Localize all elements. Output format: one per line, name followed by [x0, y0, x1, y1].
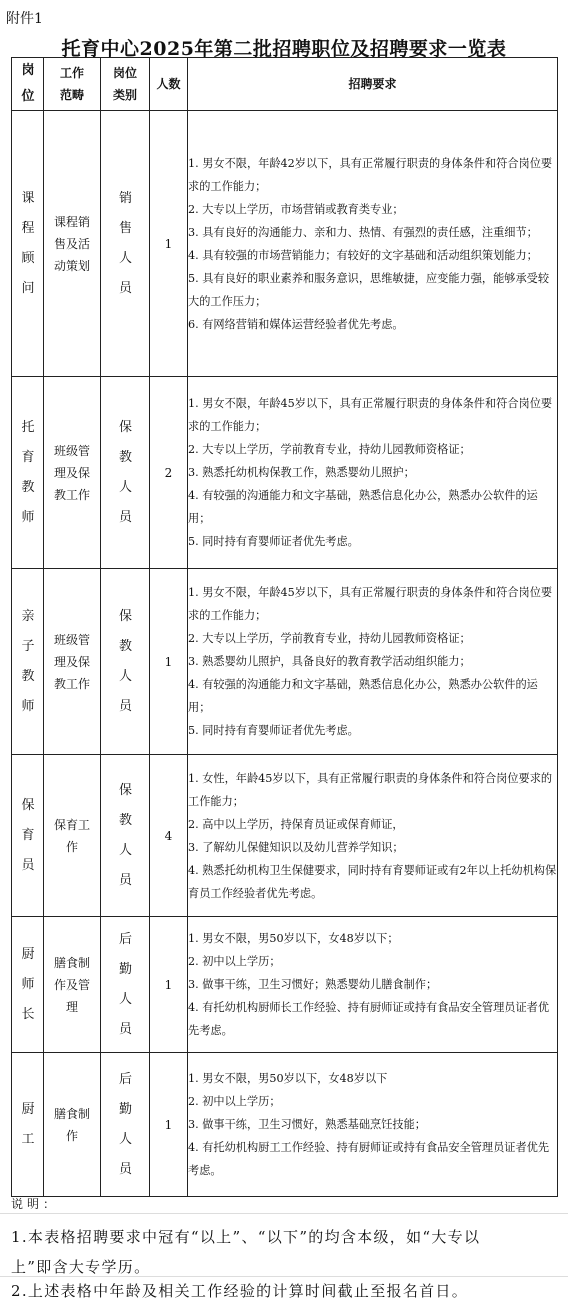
cell-scope: 班级管理及保教工作: [44, 569, 101, 755]
cell-requirements: [188, 569, 558, 755]
cell-category: 后勤人员: [101, 1053, 150, 1197]
cell-category: 保教人员: [101, 755, 150, 917]
note-item: 2.上述表格中年龄及相关工作经验的计算时间截止至报名首日。: [11, 1282, 469, 1300]
cell-requirements: [188, 1053, 558, 1197]
cell-count: 1: [150, 111, 188, 377]
header-category: 岗位类别: [101, 58, 150, 111]
requirement-item: 2. 初中以上学历；: [188, 955, 281, 968]
table-row: [12, 377, 558, 569]
requirement-item: 4. 熟悉托幼机构卫生保健要求，同时持有育婴师证或有2年以上托幼机构保育员工作经验者优先考虑。: [188, 863, 557, 900]
requirement-item: 3. 熟悉婴幼儿照护，具备良好的教育教学活动组织能力；: [188, 655, 471, 668]
header-count: 人数: [150, 58, 188, 111]
recruitment-table: [11, 57, 558, 1197]
cell-requirements: [188, 111, 558, 377]
cell-requirements: [188, 755, 558, 917]
table-row: [12, 755, 558, 917]
requirement-item: 4. 有托幼机构厨师长工作经验、持有厨师证或持有食品安全管理员证者优先考虑。: [188, 1001, 550, 1037]
cell-category: 保教人员: [101, 569, 150, 755]
cell-scope: 课程销售及活动策划: [44, 111, 101, 377]
cell-requirements: [188, 917, 558, 1053]
cell-category: 后勤人员: [101, 917, 150, 1053]
cell-count: 1: [150, 1053, 188, 1197]
cell-count: 1: [150, 569, 188, 755]
cell-position: 保育员: [12, 755, 44, 917]
cell-count: 2: [150, 377, 188, 569]
document-title: 托育中心2025年第二批招聘职位及招聘要求一览表: [61, 38, 507, 60]
attachment-label: 附件1: [6, 11, 43, 27]
table-header-row: [12, 58, 558, 111]
table-row: [12, 917, 558, 1053]
notes-divider: [0, 1213, 568, 1214]
requirement-item: 1. 男女不限，年龄45岁以下，具有正常履行职责的身体条件和符合岗位要求的工作能力；: [188, 397, 553, 433]
requirement-item: 4. 有较强的沟通能力和文字基础，熟悉信息化办公，熟悉办公软件的运用；: [188, 489, 538, 525]
cell-scope: 班级管理及保教工作: [44, 377, 101, 569]
table-row: [12, 111, 558, 377]
requirement-item: 6. 有网络营销和媒体运营经验者优先考虑。: [188, 317, 404, 331]
requirement-item: 2. 大专以上学历，学前教育专业，持幼儿园教师资格证；: [188, 443, 471, 456]
requirement-item: 4. 有托幼机构厨工工作经验、持有厨师证或持有食品安全管理员证者优先考虑。: [188, 1141, 550, 1177]
requirement-item: 2. 大专以上学历，市场营销或教育类专业；: [188, 202, 404, 216]
requirement-item: 1. 男女不限，年龄42岁以下，具有正常履行职责的身体条件和符合岗位要求的工作能力；: [188, 156, 553, 193]
table-row: [12, 1053, 558, 1197]
requirement-item: 2. 大专以上学历，学前教育专业，持幼儿园教师资格证；: [188, 632, 471, 645]
cell-requirements: [188, 377, 558, 569]
cell-position: 课程顾问: [12, 111, 44, 377]
notes-label: 说明：: [11, 1197, 60, 1211]
requirement-item: 2. 高中以上学历，持保育员证或保育师证，: [188, 817, 404, 831]
requirement-item: 3. 做事干练，卫生习惯好；熟悉婴幼儿膳食制作；: [188, 978, 438, 991]
requirement-item: 1. 男女不限，年龄45岁以下，具有正常履行职责的身体条件和符合岗位要求的工作能力；: [188, 586, 553, 622]
header-position: 岗位: [12, 58, 44, 111]
requirement-item: 4. 有较强的沟通能力和文字基础，熟悉信息化办公，熟悉办公软件的运用；: [188, 678, 538, 714]
cell-category: 保教人员: [101, 377, 150, 569]
cell-scope: 膳食制作及管理: [44, 917, 101, 1053]
notes-divider: [0, 1276, 568, 1277]
requirement-item: 4. 具有较强的市场营销能力；有较好的文字基础和活动组织策划能力；: [188, 248, 538, 262]
requirement-item: 3. 具有良好的沟通能力、亲和力、热情、有强烈的责任感，注重细节；: [188, 225, 538, 239]
cell-count: 1: [150, 917, 188, 1053]
requirement-item: 5. 同时持有育婴师证者优先考虑。: [188, 724, 359, 737]
table-row: [12, 569, 558, 755]
cell-position: 厨工: [12, 1053, 44, 1197]
requirement-item: 1. 男女不限，男50岁以下，女48岁以下；: [188, 932, 399, 945]
header-scope: 工作范畴: [44, 58, 101, 111]
requirement-item: 5. 具有良好的职业素养和服务意识，思维敏捷，应变能力强，能够承受较大的工作压力；: [188, 271, 550, 308]
cell-scope: 膳食制作: [44, 1053, 101, 1197]
cell-category: 销售人员: [101, 111, 150, 377]
note-item: 1.本表格招聘要求中冠有“以上”、“以下”的均含本级，如“大专以上”即含大专学历。: [11, 1228, 481, 1276]
header-requirements: 招聘要求: [188, 58, 558, 111]
cell-position: 亲子教师: [12, 569, 44, 755]
cell-position: 厨师长: [12, 917, 44, 1053]
requirement-item: 1. 男女不限，男50岁以下，女48岁以下: [188, 1072, 388, 1085]
requirement-item: 3. 了解幼儿保健知识以及幼儿营养学知识；: [188, 840, 404, 854]
requirement-item: 3. 做事干练，卫生习惯好，熟悉基础烹饪技能；: [188, 1118, 426, 1131]
cell-scope: 保育工作: [44, 755, 101, 917]
requirement-item: 5. 同时持有育婴师证者优先考虑。: [188, 535, 359, 548]
requirement-item: 2. 初中以上学历；: [188, 1095, 281, 1108]
requirement-item: 1. 女性，年龄45岁以下，具有正常履行职责的身体条件和符合岗位要求的工作能力；: [188, 771, 553, 808]
requirement-item: 3. 熟悉托幼机构保教工作，熟悉婴幼儿照护；: [188, 466, 415, 479]
cell-position: 托育教师: [12, 377, 44, 569]
cell-count: 4: [150, 755, 188, 917]
